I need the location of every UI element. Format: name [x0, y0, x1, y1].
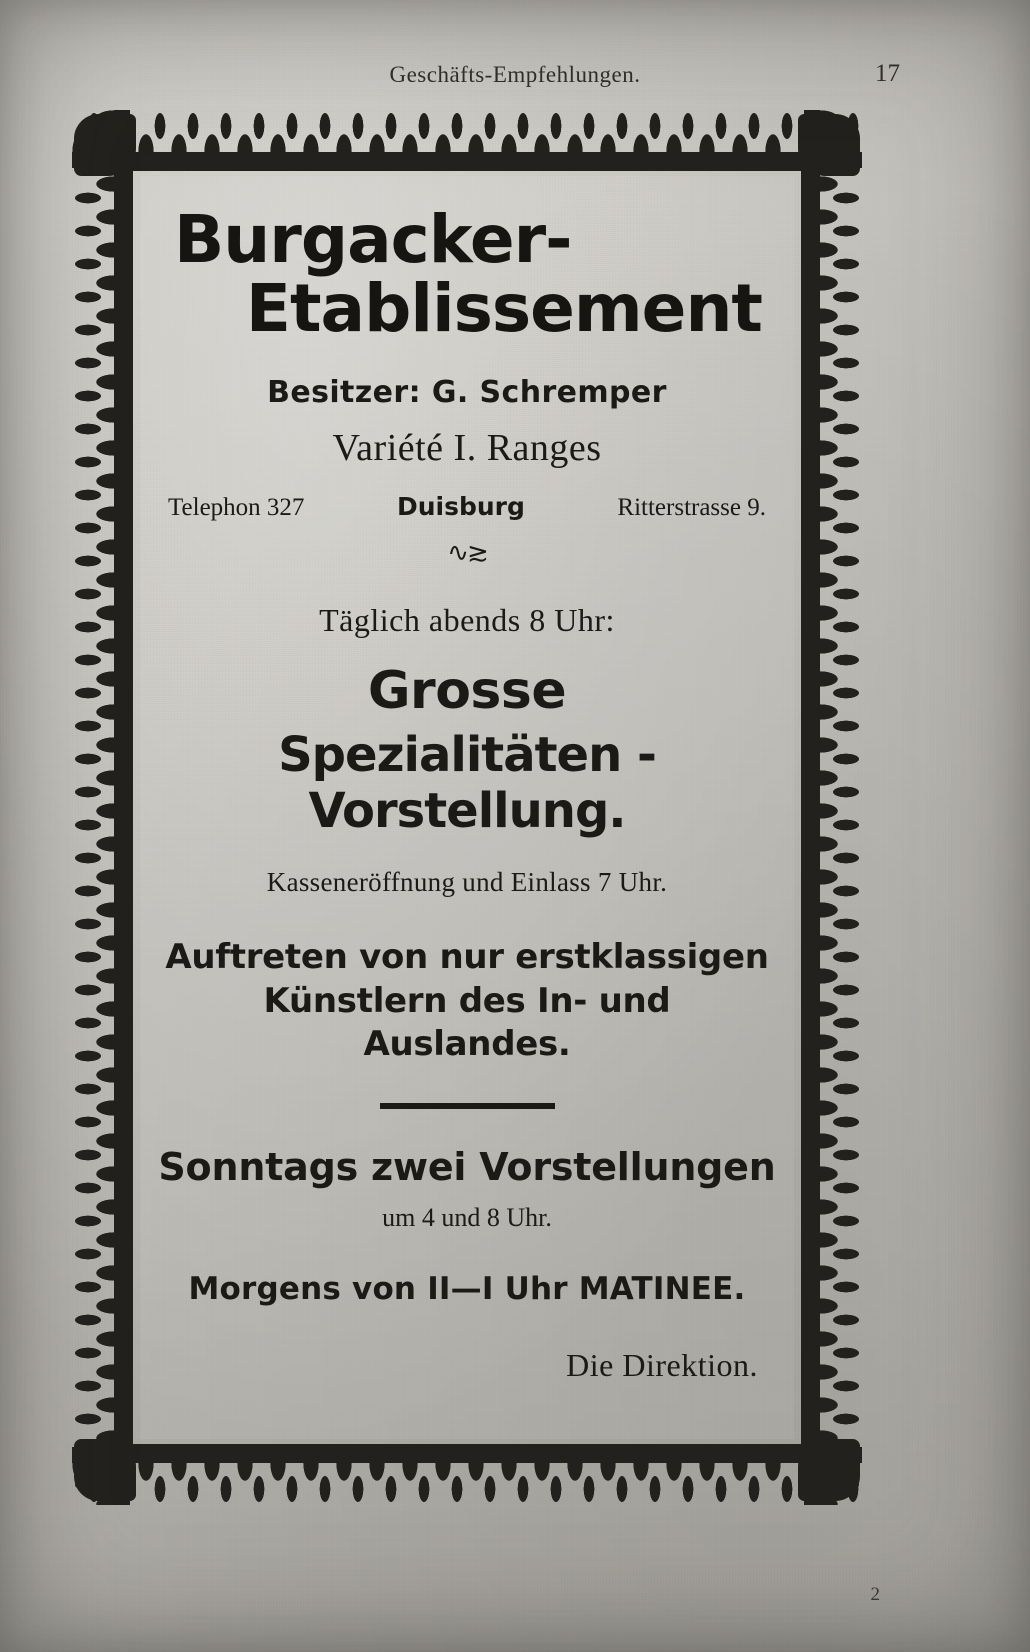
daily-showtime: Täglich abends 8 Uhr: — [319, 602, 615, 639]
box-office-note: Kasseneröffnung und Einlass 7 Uhr. — [266, 867, 668, 898]
owner-line: Besitzer: G. Schremper — [267, 375, 667, 411]
contact-row — [168, 492, 766, 522]
frame-border-right — [804, 110, 862, 1505]
artists-line-1: Auftreten von nur erstklassigen — [165, 937, 769, 978]
advertisement-content — [140, 176, 794, 1439]
section-divider — [380, 1103, 555, 1109]
frame-border-bottom — [72, 1447, 862, 1505]
frame-corner-top-left — [74, 114, 136, 176]
sheet-signature: 2 — [870, 1584, 880, 1605]
artists-note — [158, 936, 776, 1067]
artists-line-2: Künstlern des In- und Auslandes. — [263, 980, 671, 1065]
business-name-line-1: Burgacker- — [174, 201, 572, 278]
feature-line-2: Spezialitäten - Vorstellung. — [278, 727, 656, 840]
feature-line-1: Grosse — [367, 661, 567, 722]
frame-corner-bottom-left — [74, 1439, 136, 1501]
matinee-line: Morgens von II—I Uhr MATINEE. — [188, 1270, 746, 1307]
advertisement-frame — [72, 110, 862, 1505]
signoff-line: Die Direktion. — [566, 1346, 758, 1383]
telephone-text: Telephon 327 — [168, 494, 305, 522]
running-head: Geschäfts-Empfehlungen. — [389, 62, 641, 87]
sunday-showtimes: um 4 und 8 Uhr. — [382, 1202, 552, 1232]
flourish-ornament-icon: ∿≳ — [447, 538, 487, 569]
frame-border-top — [72, 110, 862, 168]
frame-corner-bottom-right — [798, 1439, 860, 1501]
page-number: 17 — [875, 60, 900, 87]
business-name-line-2: Etablissement — [245, 269, 762, 347]
frame-corner-top-right — [798, 114, 860, 176]
street-text: Ritterstrasse 9. — [617, 494, 766, 522]
sunday-shows: Sonntags zwei Vorstellungen — [158, 1144, 776, 1189]
frame-border-left — [72, 110, 130, 1505]
city-text: Duisburg — [396, 492, 525, 522]
variete-line: Variété I. Ranges — [332, 427, 602, 470]
